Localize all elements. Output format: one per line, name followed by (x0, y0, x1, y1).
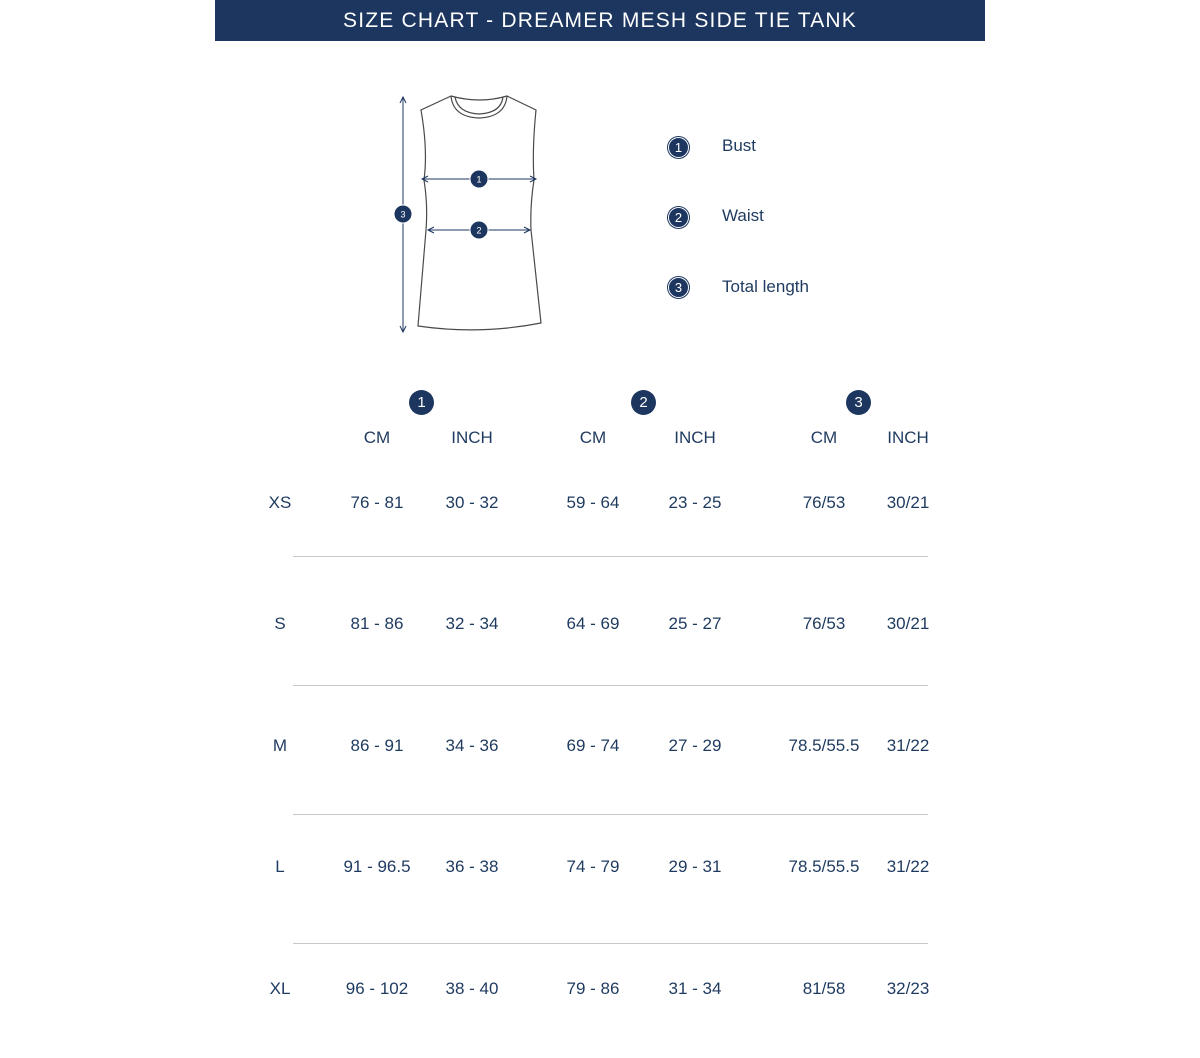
length-inch: 32/23 (886, 979, 930, 998)
svg-text:3: 3 (400, 209, 406, 220)
size-label: S (274, 614, 286, 633)
length-inch: 30/21 (886, 493, 930, 512)
column-group-waist-badge: 2 (631, 390, 656, 415)
tank-top-diagram (385, 85, 560, 340)
unit-header: INCH (887, 428, 929, 447)
size-chart-title: SIZE CHART - DREAMER MESH SIDE TIE TANK (215, 0, 985, 41)
legend-waist (668, 206, 764, 228)
length-cm: 81/58 (802, 979, 846, 998)
row-divider (293, 556, 928, 557)
bust-cm: 86 - 91 (350, 736, 404, 755)
waist-cm: 64 - 69 (566, 614, 620, 633)
size-label: M (272, 736, 288, 755)
waist-inch: 23 - 25 (668, 493, 722, 512)
bust-cm: 96 - 102 (345, 979, 409, 998)
length-marker (394, 205, 412, 223)
legend-badge: 1 (668, 137, 689, 158)
waist-cm: 79 - 86 (566, 979, 620, 998)
waist-cm: 59 - 64 (566, 493, 620, 512)
unit-header: INCH (674, 428, 716, 447)
length-inch: 31/22 (886, 736, 930, 755)
column-group-length-badge: 3 (846, 390, 871, 415)
waist-cm: 69 - 74 (566, 736, 620, 755)
length-cm: 76/53 (802, 493, 846, 512)
length-cm: 76/53 (802, 614, 846, 633)
unit-header: INCH (451, 428, 493, 447)
length-inch: 31/22 (886, 857, 930, 876)
waist-inch: 31 - 34 (668, 979, 722, 998)
legend-badge: 3 (668, 277, 689, 298)
legend-label: Total length (722, 277, 809, 296)
bust-cm: 81 - 86 (350, 614, 404, 633)
bust-cm: 76 - 81 (350, 493, 404, 512)
bust-inch: 34 - 36 (445, 736, 499, 755)
unit-header: CM (810, 428, 838, 447)
column-group-bust-badge: 1 (409, 390, 434, 415)
bust-inch: 36 - 38 (445, 857, 499, 876)
size-label: XL (269, 979, 291, 998)
bust-inch: 30 - 32 (445, 493, 499, 512)
waist-inch: 27 - 29 (668, 736, 722, 755)
legend-bust (668, 136, 757, 158)
svg-text:1: 1 (476, 174, 482, 185)
tank-outline (418, 96, 541, 330)
unit-header: CM (579, 428, 607, 447)
legend-label: Bust (722, 136, 757, 155)
size-label: XS (268, 493, 292, 512)
svg-text:2: 2 (476, 225, 482, 236)
row-divider (293, 685, 928, 686)
bust-inch: 38 - 40 (445, 979, 499, 998)
length-inch: 30/21 (886, 614, 930, 633)
legend-label: Waist (722, 206, 764, 225)
row-divider (293, 814, 928, 815)
unit-header: CM (363, 428, 391, 447)
bust-cm: 91 - 96.5 (343, 857, 411, 876)
bust-inch: 32 - 34 (445, 614, 499, 633)
legend-badge: 2 (668, 207, 689, 228)
waist-marker (470, 221, 488, 239)
waist-cm: 74 - 79 (566, 857, 620, 876)
waist-inch: 29 - 31 (668, 857, 722, 876)
bust-marker (470, 170, 488, 188)
legend-total-length (668, 277, 809, 298)
size-label: L (275, 857, 285, 876)
waist-inch: 25 - 27 (668, 614, 722, 633)
length-cm: 78.5/55.5 (788, 857, 860, 876)
row-divider (293, 943, 928, 944)
length-cm: 78.5/55.5 (788, 736, 860, 755)
